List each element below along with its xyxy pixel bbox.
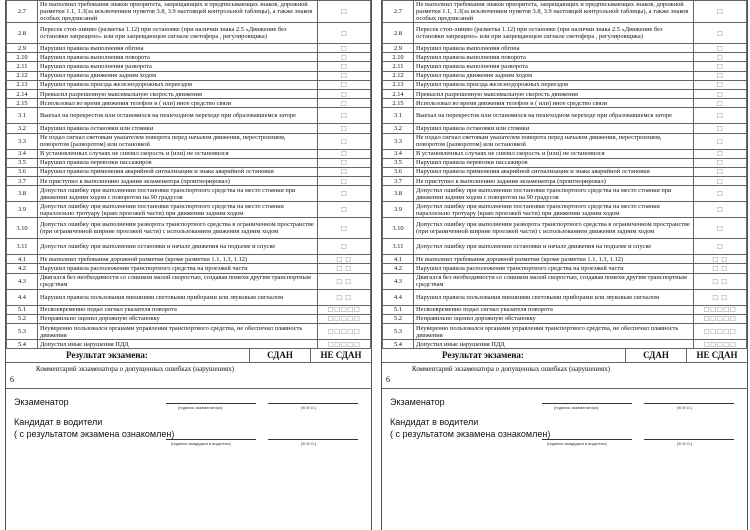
violation-description: Неправильно оценил дорожную обстановку [38, 314, 318, 323]
violation-code: 2.8 [383, 23, 414, 44]
violation-row [383, 89, 747, 98]
violation-checkboxes[interactable]: □ [694, 149, 747, 158]
result-label: Результат экзамена: [442, 350, 524, 361]
violation-checkboxes[interactable]: □ [318, 23, 371, 44]
violation-row [7, 89, 371, 98]
violation-code: 3.10 [383, 218, 414, 239]
violation-code: 3.4 [383, 149, 414, 158]
violation-row [7, 202, 371, 218]
violation-description: Неуверенно пользовался органами управления транспортного средства, не обеспечил плавность движения [414, 324, 694, 340]
violation-description: Выехал на перекресток или остановился на пешеходном переходе при образовавшемся заторе [38, 108, 318, 124]
violation-row [7, 305, 371, 314]
violation-code: 2.9 [383, 44, 414, 53]
violation-checkboxes[interactable]: □ [318, 202, 371, 218]
result-pass-option[interactable]: СДАН [249, 349, 310, 362]
violation-code: 3.1 [383, 108, 414, 124]
violation-description: Не подал сигнал световым указателем поворота перед началом движения, перестроением, поворотом (разворотом) или остановкой [414, 133, 694, 149]
violation-row [7, 177, 371, 186]
violation-checkboxes[interactable]: □ [318, 239, 371, 255]
candidate-signature-caption: (подпись кандидата в водители) [547, 441, 607, 447]
violation-row [7, 167, 371, 176]
examiner-signature-caption: (подпись экзаменатора) [554, 405, 599, 411]
violation-checkboxes[interactable]: □ [694, 1, 747, 23]
violation-code: 2.12 [7, 71, 38, 80]
violation-code: 2.9 [7, 44, 38, 53]
violation-code: 4.4 [383, 289, 414, 305]
violation-row [7, 53, 371, 62]
violation-checkboxes[interactable]: □ [694, 133, 747, 149]
violation-code: 2.14 [383, 89, 414, 98]
violation-description: Нарушил правила движения задним ходом [38, 71, 318, 80]
violation-checkboxes[interactable]: □ [694, 167, 747, 176]
violation-code: 3.11 [383, 239, 414, 255]
violation-description: Не выполнил требования знаков приоритета, запрещающих и предписывающих знаков, дорожной разметки 1.1, 1.3(за исключением пунктов 3.8, 3.9 настоящей контрольной таблицы), а также знаков особых предписаний [414, 1, 694, 23]
candidate-subtitle: ( с результатом экзамена ознакомлен) [14, 429, 175, 440]
violation-code: 2.12 [383, 71, 414, 80]
violation-description: Допустил ошибку при выполнении остановки и начале движения на подъеме и спуске [38, 239, 318, 255]
violation-description: Допустил ошибку при выполнении разворота транспортного средства в ограниченном пространстве (при ограниченной ширине проезжей части) с использованием движения задним ходом [414, 218, 694, 239]
violation-code: 2.15 [7, 99, 38, 108]
violation-description: Использовал во время движения телефон и ( или) иное средство связи [414, 99, 694, 108]
violation-checkboxes[interactable]: □ [318, 186, 371, 202]
violation-description: Двигался без необходимости со слишком малой скоростью, создавая помехи другим транспортным средствам [38, 273, 318, 289]
violation-description: Нарушил правила расположения транспортного средства на проезжей части [414, 264, 694, 273]
violation-code: 3.2 [7, 124, 38, 133]
violation-checkboxes[interactable]: □ [318, 124, 371, 133]
violation-code: 3.7 [7, 177, 38, 186]
violation-checkboxes[interactable]: □□□□□ [694, 305, 747, 314]
violation-description: Нарушил правила выполнения обгона [414, 44, 694, 53]
violation-row [383, 124, 747, 133]
violation-row [7, 158, 371, 167]
violation-description: Не выполнил требования дорожной разметки (кроме разметки 1.1, 1.3, 1.12) [414, 255, 694, 264]
result-fail-option[interactable]: НЕ СДАН [310, 349, 371, 362]
violation-row [383, 202, 747, 218]
comment-label: Комментарий экзаменатора о допущенных ошибках (нарушениях) [412, 365, 611, 374]
violation-code: 3.7 [383, 177, 414, 186]
violation-row [383, 314, 747, 323]
violation-row [7, 71, 371, 80]
candidate-signature-row [6, 411, 371, 451]
violation-description: Допустил ошибку при выполнении постановки транспортного средства на место стоянки при движении задним ходом с поворотом на 90 градусов [38, 186, 318, 202]
violation-code: 2.11 [7, 62, 38, 71]
violation-checkboxes[interactable]: □ [318, 44, 371, 53]
comment-number: 6 [10, 375, 14, 385]
examiner-signature-line[interactable] [166, 393, 256, 404]
violation-row [383, 158, 747, 167]
violation-checkboxes[interactable]: □ [318, 71, 371, 80]
candidate-name-caption: (Ф.И.О.) [301, 441, 317, 447]
violation-checkboxes[interactable]: □ □ [318, 264, 371, 273]
violation-row [383, 133, 747, 149]
violation-description: Допустил ошибку при выполнении постановки транспортного средства на место стоянки при движении задним ходом с поворотом на 90 градусов [414, 186, 694, 202]
violation-description: Нарушил правила проезда железнодорожных переездов [38, 80, 318, 89]
violation-description: Допустил иные нарушения ПДД [38, 340, 318, 349]
violation-checkboxes[interactable]: □□□□□ [694, 324, 747, 340]
violation-code: 5.2 [383, 314, 414, 323]
examiner-title: Экзаменатор [14, 397, 69, 408]
violation-checkboxes[interactable]: □□□□□ [318, 324, 371, 340]
violation-row [7, 264, 371, 273]
exam-result-row [382, 349, 747, 363]
violation-code: 3.5 [7, 158, 38, 167]
candidate-title: Кандидат в водители [390, 417, 479, 428]
violation-checkboxes[interactable]: □ [694, 177, 747, 186]
violation-row [383, 80, 747, 89]
violation-description: Не приступил к выполнению задания экзаменатора (проигнорировал) [38, 177, 318, 186]
violation-description: Не подал сигнал световым указателем поворота перед началом движения, перестроением, поворотом (разворотом) или остановкой [38, 133, 318, 149]
violation-description: Допустил ошибку при выполнении остановки и начале движения на подъеме и спуске [414, 239, 694, 255]
violation-description: Нарушил правила пользования внешними световыми приборами или звуковым сигналом [38, 289, 318, 305]
violation-code: 5.1 [7, 305, 38, 314]
violation-checkboxes[interactable]: □ □ [318, 255, 371, 264]
violation-row [7, 314, 371, 323]
violation-code: 3.1 [7, 108, 38, 124]
candidate-name-caption: (Ф.И.О.) [677, 441, 693, 447]
violation-checkboxes[interactable]: □ [318, 218, 371, 239]
candidate-signature-line[interactable] [542, 429, 632, 440]
violation-code: 3.9 [7, 202, 38, 218]
violation-code: 2.15 [383, 99, 414, 108]
violation-description: Использовал во время движения телефон и ( или) иное средство связи [38, 99, 318, 108]
violation-row [7, 255, 371, 264]
violation-row [7, 108, 371, 124]
violation-row [383, 264, 747, 273]
violation-checkboxes[interactable]: □ [694, 239, 747, 255]
violation-row [383, 177, 747, 186]
result-label: Результат экзамена: [66, 350, 148, 361]
violation-checkboxes[interactable]: □ [318, 149, 371, 158]
violation-row [7, 239, 371, 255]
violation-code: 4.3 [383, 273, 414, 289]
violation-description: Неуверенно пользовался органами управления транспортного средства, не обеспечил плавность движения [38, 324, 318, 340]
violation-description: Нарушил правила выполнения разворота [414, 62, 694, 71]
violation-row [383, 289, 747, 305]
violation-checkboxes[interactable]: □ [318, 80, 371, 89]
exam-result-row [6, 349, 371, 363]
violation-checkboxes[interactable]: □ □ [694, 255, 747, 264]
violation-description: Нарушил правила применения аварийной сигнализации и знака аварийной остановки [414, 167, 694, 176]
violation-checkboxes[interactable]: □ [694, 89, 747, 98]
violation-description: Превысил разрешенную максимальную скорость движения [38, 89, 318, 98]
violation-code: 2.7 [7, 1, 38, 23]
violation-row [7, 324, 371, 340]
violation-row [7, 80, 371, 89]
candidate-signature-line[interactable] [166, 429, 256, 440]
violation-code: 4.2 [7, 264, 38, 273]
violation-row [383, 108, 747, 124]
violation-checkboxes[interactable]: □ [694, 23, 747, 44]
violation-checkboxes[interactable]: □ [694, 80, 747, 89]
violation-description: Выехал на перекресток или остановился на пешеходном переходе при образовавшемся заторе [414, 108, 694, 124]
violation-checkboxes[interactable]: □ [694, 158, 747, 167]
violation-row [7, 340, 371, 349]
violation-code: 5.4 [383, 340, 414, 349]
violation-checkboxes[interactable]: □ [694, 53, 747, 62]
violation-row [7, 1, 371, 23]
violation-code: 3.6 [383, 167, 414, 176]
violation-code: 3.2 [383, 124, 414, 133]
violation-description: Несвоевременно подал сигнал указателя поворота [414, 305, 694, 314]
violation-row [383, 23, 747, 44]
violation-checkboxes[interactable]: □ [694, 71, 747, 80]
examiner-signature-caption: (подпись экзаменатора) [178, 405, 223, 411]
violation-description: Превысил разрешенную максимальную скорость движения [414, 89, 694, 98]
violation-code: 3.4 [7, 149, 38, 158]
violation-code: 4.4 [7, 289, 38, 305]
violation-code: 4.1 [7, 255, 38, 264]
violation-checkboxes[interactable]: □ [318, 167, 371, 176]
violation-code: 5.3 [7, 324, 38, 340]
violation-checkboxes[interactable]: □ [318, 133, 371, 149]
violation-checkboxes[interactable]: □□□□□ [694, 340, 747, 349]
violation-row [383, 99, 747, 108]
violation-row [383, 186, 747, 202]
violation-description: Нарушил правила движения задним ходом [414, 71, 694, 80]
violation-description: Не приступил к выполнению задания экзаменатора (проигнорировал) [414, 177, 694, 186]
violation-code: 2.7 [383, 1, 414, 23]
candidate-subtitle: ( с результатом экзамена ознакомлен) [390, 429, 551, 440]
comment-label: Комментарий экзаменатора о допущенных ошибках (нарушениях) [36, 365, 235, 374]
violation-description: Несвоевременно подал сигнал указателя поворота [38, 305, 318, 314]
violation-row [7, 289, 371, 305]
violation-code: 3.3 [383, 133, 414, 149]
violation-checkboxes[interactable]: □ [318, 99, 371, 108]
violation-checkboxes[interactable]: □ [694, 62, 747, 71]
violation-checkboxes[interactable]: □ [694, 44, 747, 53]
violation-code: 3.8 [7, 186, 38, 202]
violation-checkboxes[interactable]: □ [318, 1, 371, 23]
violation-checkboxes[interactable]: □ [318, 62, 371, 71]
violation-row [7, 23, 371, 44]
violation-checkboxes[interactable]: □ [694, 218, 747, 239]
violation-description: Нарушил правила остановки или стоянки [38, 124, 318, 133]
violation-row [7, 149, 371, 158]
violation-row [7, 44, 371, 53]
violation-row [383, 53, 747, 62]
examiner-title: Экзаменатор [390, 397, 445, 408]
exam-sheet-right [381, 0, 748, 530]
violation-row [7, 62, 371, 71]
violation-code: 5.3 [383, 324, 414, 340]
violation-checkboxes[interactable]: □□□□□ [318, 314, 371, 323]
violation-checkboxes[interactable]: □ [318, 53, 371, 62]
violation-description: Нарушил правила перевозки пассажиров [414, 158, 694, 167]
violation-row [383, 1, 747, 23]
candidate-signature-row [382, 411, 747, 451]
violation-code: 2.10 [383, 53, 414, 62]
violation-code: 4.2 [383, 264, 414, 273]
exam-sheet-left [5, 0, 372, 530]
examiner-signature-line[interactable] [542, 393, 632, 404]
violation-description: Пересек стоп-линию (разметка 1.12) при остановке (при наличии знака 2.5 «Движение без остановки запрещено» или при запрещающем сигнале светофора , регулировщика) [38, 23, 318, 44]
violation-row [383, 71, 747, 80]
violation-code: 2.11 [383, 62, 414, 71]
violation-description: Нарушил правила пользования внешними световыми приборами или звуковым сигналом [414, 289, 694, 305]
candidate-title: Кандидат в водители [14, 417, 103, 428]
violation-row [7, 99, 371, 108]
violation-code: 3.8 [383, 186, 414, 202]
examiner-name-line[interactable] [644, 393, 734, 404]
violation-checkboxes[interactable]: □ □ [694, 273, 747, 289]
violation-row [383, 239, 747, 255]
violation-row [383, 167, 747, 176]
comment-number: 6 [386, 375, 390, 385]
examiner-signature-row [382, 389, 747, 411]
violation-checkboxes[interactable]: □ [318, 108, 371, 124]
violation-code: 3.11 [7, 239, 38, 255]
violation-code: 3.10 [7, 218, 38, 239]
violation-row [383, 340, 747, 349]
violation-row [383, 273, 747, 289]
violation-checkboxes[interactable]: □ [694, 99, 747, 108]
violation-row [7, 124, 371, 133]
result-pass-option[interactable]: СДАН [625, 349, 686, 362]
violation-row [7, 133, 371, 149]
violation-row [7, 218, 371, 239]
violation-description: Нарушил правила выполнения поворота [38, 53, 318, 62]
violation-description: Нарушил правила выполнения разворота [38, 62, 318, 71]
violation-row [7, 186, 371, 202]
violation-checkboxes[interactable]: □ [318, 158, 371, 167]
violation-code: 5.2 [7, 314, 38, 323]
violation-description: Неправильно оценил дорожную обстановку [414, 314, 694, 323]
violation-description: Нарушил правила проезда железнодорожных переездов [414, 80, 694, 89]
violation-checkboxes[interactable]: □ [318, 177, 371, 186]
violation-checkboxes[interactable]: □ □ [694, 289, 747, 305]
violation-code: 2.10 [7, 53, 38, 62]
violation-checkboxes[interactable]: □ [694, 124, 747, 133]
violation-code: 4.3 [7, 273, 38, 289]
examiner-name-line[interactable] [268, 393, 358, 404]
violation-description: Нарушил правила расположения транспортного средства на проезжей части [38, 264, 318, 273]
violation-description: Не выполнил требования знаков приоритета, запрещающих и предписывающих знаков, дорожной разметки 1.1, 1.3(за исключением пунктов 3.8, 3.9 настоящей контрольной таблицы), а также знаков особых предписаний [38, 1, 318, 23]
violation-checkboxes[interactable]: □ [694, 186, 747, 202]
violation-code: 3.5 [383, 158, 414, 167]
violation-checkboxes[interactable]: □ □ [318, 273, 371, 289]
violation-checkboxes[interactable]: □ □ [694, 264, 747, 273]
candidate-name-line[interactable] [644, 429, 734, 440]
violation-row [383, 255, 747, 264]
violation-checkboxes[interactable]: □□□□□ [318, 305, 371, 314]
violation-code: 2.14 [7, 89, 38, 98]
violation-row [383, 218, 747, 239]
candidate-signature-caption: (подпись кандидата в водители) [171, 441, 231, 447]
violation-code: 3.6 [7, 167, 38, 176]
examiner-name-caption: (Ф.И.О.) [677, 405, 693, 411]
violation-row [383, 44, 747, 53]
violation-description: В установленных случаях не снизил скорость и (или) не остановился [414, 149, 694, 158]
violation-checkboxes[interactable]: □□□□□ [318, 340, 371, 349]
examiner-signature-row [6, 389, 371, 411]
violation-checkboxes[interactable]: □□□□□ [694, 314, 747, 323]
examiner-comment [6, 363, 371, 389]
examiner-name-caption: (Ф.И.О.) [301, 405, 317, 411]
result-fail-option[interactable]: НЕ СДАН [686, 349, 747, 362]
examiner-comment [382, 363, 747, 389]
candidate-name-line[interactable] [268, 429, 358, 440]
violation-description: В установленных случаях не снизил скорость и (или) не остановился [38, 149, 318, 158]
violations-table [382, 0, 747, 349]
violation-checkboxes[interactable]: □ [694, 202, 747, 218]
violation-description: Нарушил правила выполнения обгона [38, 44, 318, 53]
violation-description: Допустил ошибку при выполнении постановки транспортного средства на место стоянки параллельно тротуару (краю проезжей части) при движении задним ходом [38, 202, 318, 218]
violation-code: 3.3 [7, 133, 38, 149]
violation-code: 2.13 [7, 80, 38, 89]
violation-code: 5.4 [7, 340, 38, 349]
violation-description: Пересек стоп-линию (разметка 1.12) при остановке (при наличии знака 2.5 «Движение без остановки запрещено» или при запрещающем сигнале светофора , регулировщика) [414, 23, 694, 44]
violation-description: Не выполнил требования дорожной разметки (кроме разметки 1.1, 1.3, 1.12) [38, 255, 318, 264]
violation-description: Нарушил правила выполнения поворота [414, 53, 694, 62]
violation-description: Нарушил правила остановки или стоянки [414, 124, 694, 133]
violation-code: 5.1 [383, 305, 414, 314]
violation-description: Допустил ошибку при выполнении разворота транспортного средства в ограниченном пространстве (при ограниченной ширине проезжей части) с использованием движения задним ходом [38, 218, 318, 239]
violation-row [383, 305, 747, 314]
violation-code: 2.8 [7, 23, 38, 44]
violation-row [383, 149, 747, 158]
violation-code: 2.13 [383, 80, 414, 89]
violations-table [6, 0, 371, 349]
violation-checkboxes[interactable]: □ [694, 108, 747, 124]
violation-row [383, 62, 747, 71]
violation-description: Допустил иные нарушения ПДД [414, 340, 694, 349]
violation-row [7, 273, 371, 289]
violation-description: Нарушил правила перевозки пассажиров [38, 158, 318, 167]
violation-row [383, 324, 747, 340]
violation-description: Двигался без необходимости со слишком малой скоростью, создавая помехи другим транспортным средствам [414, 273, 694, 289]
violation-checkboxes[interactable]: □ □ [318, 289, 371, 305]
violation-checkboxes[interactable]: □ [318, 89, 371, 98]
violation-description: Нарушил правила применения аварийной сигнализации и знака аварийной остановки [38, 167, 318, 176]
violation-code: 3.9 [383, 202, 414, 218]
violation-code: 4.1 [383, 255, 414, 264]
violation-description: Допустил ошибку при выполнении постановки транспортного средства на место стоянки параллельно тротуару (краю проезжей части) при движении задним ходом [414, 202, 694, 218]
